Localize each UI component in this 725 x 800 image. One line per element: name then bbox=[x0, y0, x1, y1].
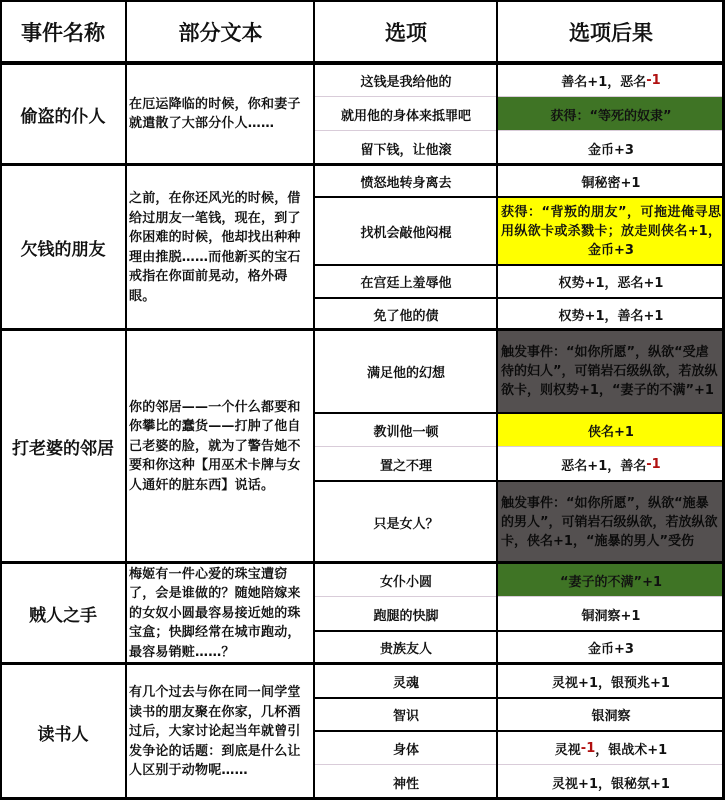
option-label: 只是女人？ bbox=[373, 516, 439, 532]
option-label: 愤怒地转身离去 bbox=[360, 175, 452, 191]
row-divider bbox=[315, 764, 725, 765]
option-label: 在宫廷上羞辱他 bbox=[360, 276, 452, 291]
option-label: 神性 bbox=[392, 777, 419, 792]
option-label: 贵族友人 bbox=[379, 642, 432, 657]
option-result: 灵视 -1 ，银战术+1 bbox=[554, 740, 668, 758]
header-partial-text: 部分文本 bbox=[178, 20, 263, 45]
row-divider bbox=[315, 297, 725, 299]
row-divider bbox=[315, 96, 725, 97]
header-divider bbox=[0, 61, 725, 65]
option-result: 获得：“背叛的朋友”，可拖进俺寻思用纵欲卡或杀戮卡；放走则侠名+1，金币+3 bbox=[497, 197, 725, 265]
option-label: 这钱是我给他的 bbox=[360, 74, 452, 90]
table-border-top bbox=[0, 0, 725, 2]
option-label: 女仆小圆 bbox=[379, 574, 432, 590]
event-name: 读书人 bbox=[37, 724, 89, 745]
event-name: 偷盗的仆人 bbox=[20, 106, 106, 127]
option-result: 触发事件：“如你所愿”，纵欲“施暴的男人”，可销岩石级纵欲，若放纵欲卡，侠名+1，“施暴的男人”受伤 bbox=[497, 481, 725, 563]
event-text: 有几个过去与你在同一间学堂读书的朋友聚在你家，几杯酒过后，大家讨论起当年就曾引发争论的话题：到底是什么让人区别于动物呢…… bbox=[129, 685, 301, 779]
option-label: 智识 bbox=[392, 709, 419, 724]
option-label: 满足他的幻想 bbox=[366, 366, 445, 381]
option-result: 金币+3 bbox=[588, 642, 634, 657]
option-result: “妻子的不满”+1 bbox=[497, 563, 725, 597]
option-result: 权势+1，善名+1 bbox=[558, 308, 664, 324]
option-result: 铜秘密+1 bbox=[581, 175, 641, 191]
event-name: 打老婆的邻居 bbox=[12, 439, 114, 459]
option-result: 触发事件：“如你所愿”，纵欲“受虐待的妇人”，可销岩石级纵欲，若放纵欲卡，则权势+1，“妻子的不满”+1 bbox=[497, 330, 725, 413]
option-result: 金币+3 bbox=[588, 142, 634, 158]
option-label: 身体 bbox=[392, 742, 419, 758]
row-divider bbox=[315, 264, 725, 266]
event-text: 梅姬有一件心爱的珠宝遭窃了，会是谁做的？随她陪嫁来的女奴小圆最容易接近她的珠宝盒；快脚经常在城市跑动，最容易销赃……？ bbox=[129, 566, 301, 660]
group-divider bbox=[0, 662, 725, 665]
group-divider bbox=[0, 163, 725, 166]
event-text: 在厄运降临的时候，你和妻子就遣散了大部分仆人…… bbox=[129, 96, 301, 131]
option-label: 置之不理 bbox=[379, 458, 432, 474]
option-label: 灵魂 bbox=[392, 675, 419, 691]
option-label: 跑腿的快脚 bbox=[373, 608, 439, 624]
option-result: 获得：“等死的奴隶” bbox=[497, 97, 725, 131]
column-divider bbox=[313, 0, 315, 800]
header-option: 选项 bbox=[385, 20, 427, 45]
option-result: 善名+1，恶名 -1 bbox=[561, 72, 661, 90]
row-divider bbox=[315, 480, 725, 482]
group-divider bbox=[0, 561, 725, 564]
event-text: 之前，在你还风光的时候，借给过朋友一笔钱，现在，到了你困难的时候，他却找出种种理由推脱……而他新买的宝石戒指在你面前晃动，格外碍眼。 bbox=[129, 191, 301, 304]
option-label: 留下钱，让他滚 bbox=[360, 142, 452, 158]
group-divider bbox=[0, 328, 725, 331]
row-divider bbox=[315, 596, 725, 597]
option-label: 找机会敲他闷棍 bbox=[360, 225, 452, 241]
row-divider bbox=[315, 446, 725, 447]
row-divider bbox=[315, 196, 725, 198]
column-divider bbox=[125, 0, 127, 800]
column-divider bbox=[496, 0, 498, 800]
option-result: 权势+1，恶名+1 bbox=[558, 276, 664, 291]
row-divider bbox=[315, 412, 725, 414]
option-result: 灵视+1，银预兆+1 bbox=[552, 675, 670, 691]
option-result: 灵视+1，银秘氛+1 bbox=[552, 777, 670, 792]
option-result: 侠名+1 bbox=[497, 413, 725, 447]
event-text: 你的邻居——一个什么都要和你攀比的蠢货——打肿了他自己老婆的脸，就为了警告她不要和你这种【用巫术卡牌与女人通奸的脏东西】说话。 bbox=[129, 399, 301, 493]
option-result: 铜洞察+1 bbox=[581, 608, 641, 624]
option-result: 恶名+1，善名 -1 bbox=[561, 456, 661, 474]
option-label: 就用他的身体来抵罪吧 bbox=[340, 108, 471, 124]
row-divider bbox=[315, 630, 725, 632]
row-divider bbox=[315, 730, 725, 732]
event-name: 贼人之手 bbox=[29, 606, 97, 626]
header-event-name: 事件名称 bbox=[21, 20, 105, 45]
header-result: 选项后果 bbox=[569, 20, 653, 45]
row-divider bbox=[315, 697, 725, 699]
option-label: 教训他一顿 bbox=[373, 424, 439, 440]
table-border-left bbox=[0, 0, 2, 800]
event-name: 欠钱的朋友 bbox=[20, 240, 106, 260]
row-divider bbox=[315, 130, 725, 131]
option-result: 银洞察 bbox=[591, 709, 631, 724]
option-label: 免了他的债 bbox=[373, 308, 439, 324]
